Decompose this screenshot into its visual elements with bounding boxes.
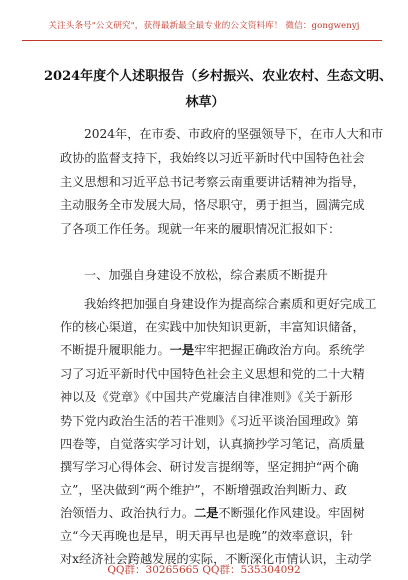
paragraph-line: 立”，坚决做到“两个维护”，不断增强政治判断力、政 bbox=[60, 483, 347, 497]
paragraph-line: 四卷等，自觉落实学习计划，认真摘抄学习笔记，高质量 bbox=[60, 437, 365, 451]
paragraph-line: 势下党内政治生活的若干准则》《习近平谈治国理政》第 bbox=[60, 414, 359, 428]
paragraph-line: 立“今天再晚也是早，明天再早也是晚”的效率意识，针 bbox=[60, 529, 353, 543]
header-divider bbox=[22, 40, 382, 41]
paragraph-text: 治领悟力、政治执行力。 bbox=[60, 506, 195, 520]
paragraph-line: 主义思想和习近平总书记考察云南重要讲话精神为指导， bbox=[60, 175, 365, 189]
bold-marker: 一是 bbox=[169, 343, 195, 357]
section-heading: 一、加强自身建设不放松，综合素质不断提升 bbox=[84, 268, 328, 282]
paragraph-line: 对x经济社会跨越发展的实际，不断深化市情认识，主动学 bbox=[60, 552, 372, 566]
document-title-line-2: 林草） bbox=[185, 95, 225, 110]
paragraph-text: 不断强化作风建设。牢固树 bbox=[218, 506, 365, 520]
header-banner: 关注头条号"公文研究"，获得最新最全最专业的公文资料库！ 微信：gongwenyj bbox=[48, 21, 360, 31]
paragraph-line: 神以及《党章》《中国共产党廉洁自律准则》《关于新形 bbox=[60, 390, 353, 404]
paragraph-line: 主动服务全市发展大局，恪尽职守，勇于担当，圆满完成 bbox=[60, 198, 365, 212]
paragraph-text: 牢牢把握正确政治方向。系统学 bbox=[194, 343, 365, 357]
footer-contacts: QQ群：30265665 QQ群：535304092 bbox=[107, 564, 301, 576]
paragraph-text: 不断提升履职能力。 bbox=[60, 343, 170, 357]
document-title-line-1: 2024年度个人述职报告（乡村振兴、农业农村、生态文明、 bbox=[44, 69, 393, 84]
paragraph-line: 我始终把加强自身建设作为提高综合素质和更好完成工 bbox=[84, 297, 377, 311]
paragraph-line: 习了习近平新时代中国特色社会主义思想和党的二十大精 bbox=[60, 367, 365, 381]
bold-marker: 二是 bbox=[194, 506, 219, 520]
paragraph-line bbox=[60, 342, 408, 358]
paragraph-line: 作的核心渠道，在实践中加快知识更新，丰富知识储备， bbox=[60, 320, 365, 334]
paragraph-line: 撰写学习心得体会、研讨发言提纲等，坚定拥护“两个确 bbox=[60, 460, 359, 474]
paragraph-line: 了各项工作任务。现就一年来的履职情况汇报如下： bbox=[60, 222, 341, 236]
paragraph-line: 政协的监督支持下，我始终以习近平新时代中国特色社会 bbox=[60, 151, 365, 165]
paragraph-line bbox=[60, 505, 408, 521]
paragraph-line: 2024年，在市委、市政府的坚强领导下，在市人大和市 bbox=[84, 127, 384, 141]
